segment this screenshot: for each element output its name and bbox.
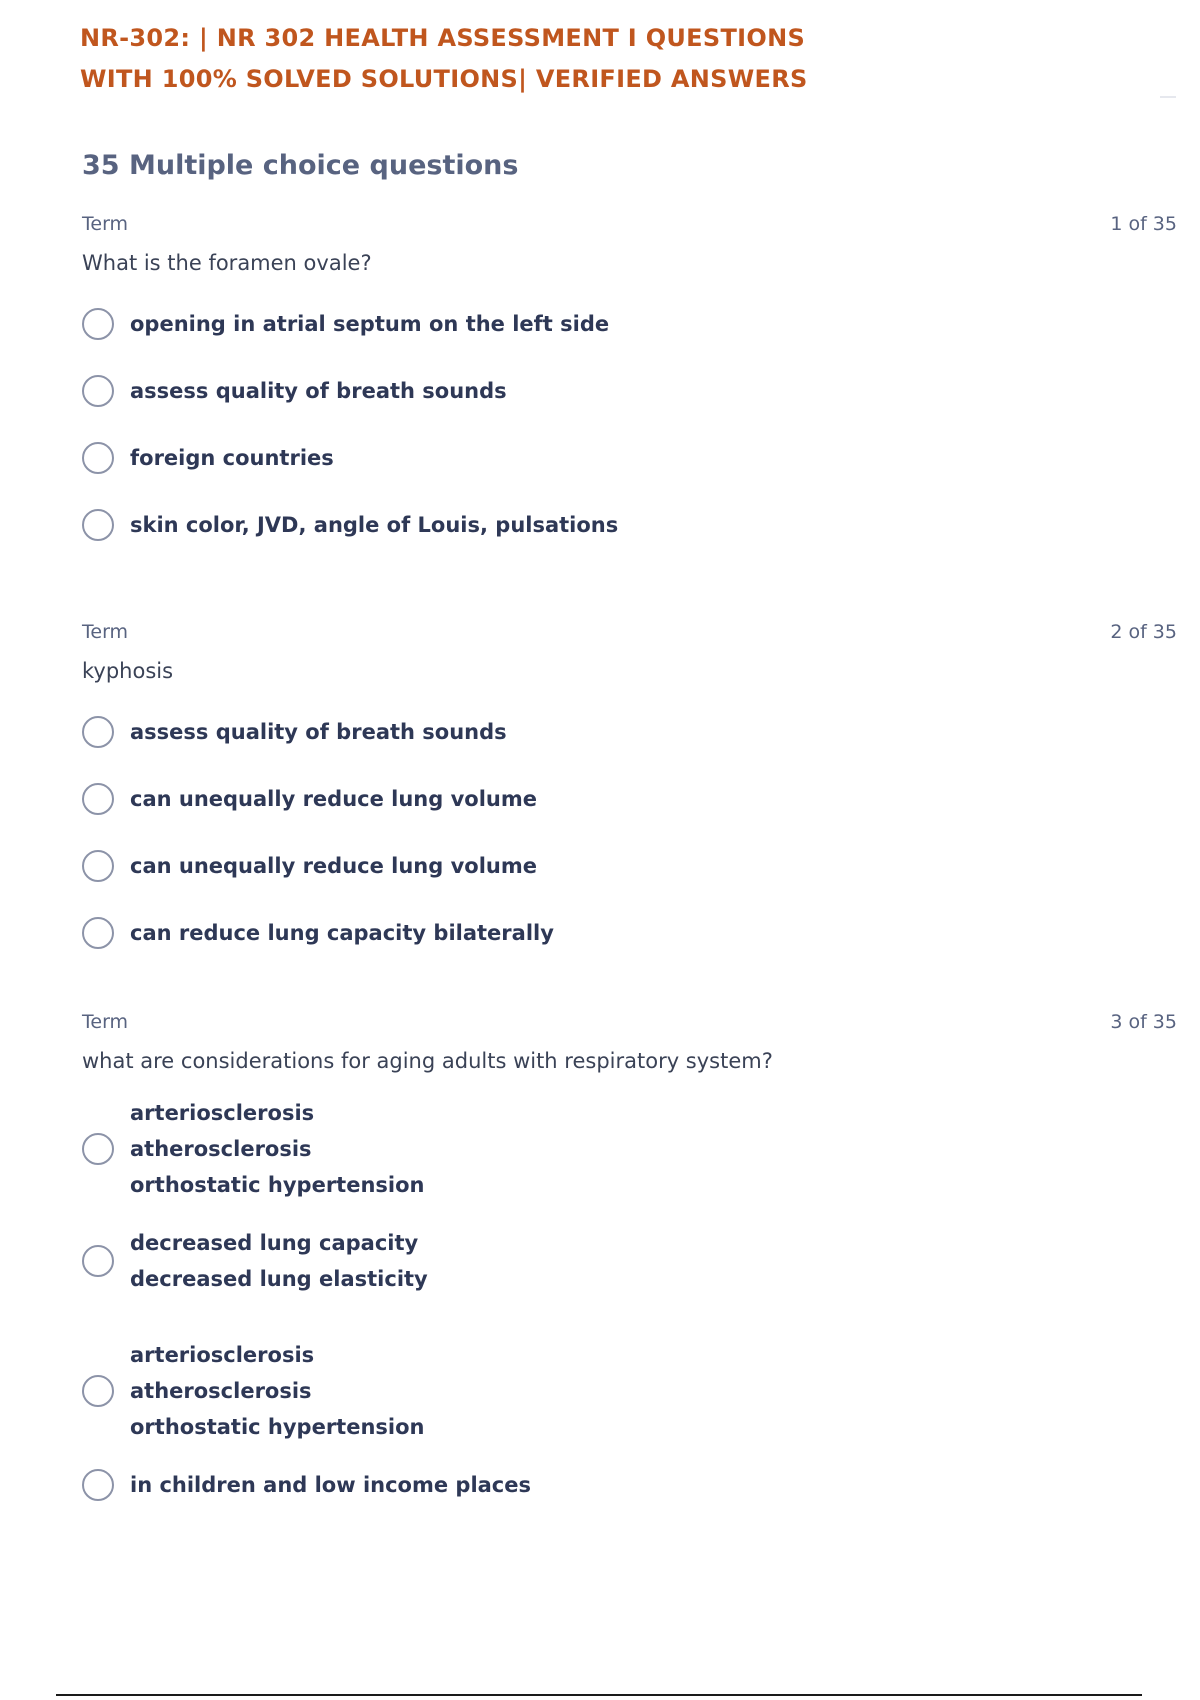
question-prompt: what are considerations for aging adults with respiratory system? (82, 1049, 773, 1073)
radio-button-icon[interactable] (82, 1375, 114, 1407)
answer-text: arteriosclerosis atherosclerosis orthostatic hypertension (130, 1343, 425, 1439)
radio-button-icon[interactable] (82, 1245, 114, 1277)
question-prompt: kyphosis (82, 659, 174, 683)
question-prompt: What is the foramen ovale? (82, 251, 372, 275)
radio-button-icon[interactable] (82, 509, 114, 541)
question-progress: 2 of 35 (1110, 621, 1177, 643)
question-meta (82, 213, 1177, 239)
answer-options (82, 297, 1177, 552)
document-title-line-1: NR-302: | NR 302 HEALTH ASSESSMENT I QUESTIONS (80, 24, 806, 52)
term-label: Term (82, 621, 129, 643)
term-label: Term (82, 213, 129, 235)
question-card-1 (82, 213, 1177, 565)
answer-option[interactable] (82, 1337, 1177, 1445)
radio-button-icon[interactable] (82, 917, 114, 949)
question-progress: 1 of 35 (1110, 213, 1177, 235)
answer-option[interactable] (82, 1467, 1177, 1503)
question-count-heading: 35 Multiple choice questions (82, 150, 519, 181)
answer-options (82, 705, 1177, 960)
radio-button-icon[interactable] (82, 783, 114, 815)
answer-option[interactable] (82, 1225, 1177, 1297)
radio-button-icon[interactable] (82, 442, 114, 474)
question-meta (82, 1011, 1177, 1037)
answer-option[interactable] (82, 297, 1177, 351)
radio-button-icon[interactable] (82, 375, 114, 407)
answer-option[interactable] (82, 431, 1177, 485)
answer-option[interactable] (82, 1095, 1177, 1203)
answer-option[interactable] (82, 498, 1177, 552)
document-title-line-2: WITH 100% SOLVED SOLUTIONS| VERIFIED ANSWERS (80, 65, 808, 93)
answer-text: arteriosclerosis atherosclerosis orthostatic hypertension (130, 1101, 425, 1197)
answer-text: in children and low income places (130, 1473, 531, 1497)
question-card-3 (82, 1011, 1177, 1516)
radio-button-icon[interactable] (82, 716, 114, 748)
answer-option[interactable] (82, 839, 1177, 893)
page-bottom-divider (56, 1694, 1142, 1696)
answer-text: opening in atrial septum on the left side (130, 312, 610, 336)
radio-button-icon[interactable] (82, 1469, 114, 1501)
answer-text: can unequally reduce lung volume (130, 787, 537, 811)
document-title (80, 18, 880, 100)
answer-option[interactable] (82, 906, 1177, 960)
answer-text: foreign countries (130, 446, 334, 470)
corner-divider (1160, 96, 1176, 98)
answer-option[interactable] (82, 772, 1177, 826)
answer-text: can reduce lung capacity bilaterally (130, 921, 554, 945)
answer-text: assess quality of breath sounds (130, 720, 507, 744)
answer-text: assess quality of breath sounds (130, 379, 507, 403)
answer-text: decreased lung capacity decreased lung elasticity (130, 1231, 428, 1291)
radio-button-icon[interactable] (82, 308, 114, 340)
question-card-2 (82, 621, 1177, 973)
question-meta (82, 621, 1177, 647)
radio-button-icon[interactable] (82, 1133, 114, 1165)
answer-option[interactable] (82, 364, 1177, 418)
answer-text: skin color, JVD, angle of Louis, pulsations (130, 513, 619, 537)
answer-text: can unequally reduce lung volume (130, 854, 537, 878)
term-label: Term (82, 1011, 129, 1033)
answer-option[interactable] (82, 705, 1177, 759)
radio-button-icon[interactable] (82, 850, 114, 882)
answer-options (82, 1095, 1177, 1503)
question-progress: 3 of 35 (1110, 1011, 1177, 1033)
